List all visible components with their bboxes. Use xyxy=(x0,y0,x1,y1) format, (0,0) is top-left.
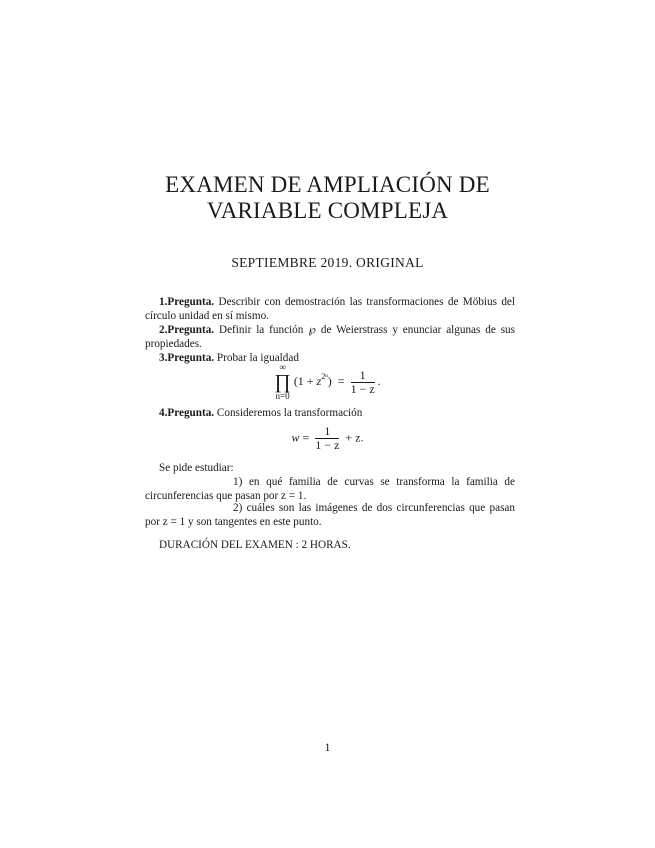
exam-title-line-1: EXAMEN DE AMPLIACIÓN DE xyxy=(165,172,490,197)
question-2 xyxy=(145,323,515,351)
question-4-prompt: Se pide estudiar: xyxy=(159,462,234,474)
factor-open: (1 + xyxy=(293,373,317,388)
product-operator xyxy=(274,363,290,401)
product-upper-limit: ∞ xyxy=(279,362,286,372)
product-symbol: ∏ xyxy=(274,371,291,393)
question-2-text: Definir la función ℘ de Weierstrass y enunciar algunas de sus propiedades. xyxy=(145,324,516,350)
equals-sign: = xyxy=(337,373,345,388)
question-4-equation xyxy=(0,425,655,452)
question-2-label: 2.Pregunta. xyxy=(159,324,215,336)
fraction-numerator: 1 xyxy=(315,425,339,439)
question-1 xyxy=(145,295,515,323)
question-4-label: 4.Pregunta. xyxy=(159,407,215,419)
question-4-text: Consideremos la transformación xyxy=(216,407,363,419)
question-3-equation xyxy=(0,363,655,401)
exam-duration: DURACIÓN DEL EXAMEN : 2 HORAS. xyxy=(159,539,351,551)
question-4-item-1: 1) en qué familia de curvas se transforma la familia de circunferencias que pasan por z = 1. xyxy=(145,476,515,502)
question-3-label: 3.Pregunta. xyxy=(159,352,215,364)
exam-subtitle: SEPTIEMBRE 2019. ORIGINAL xyxy=(231,255,424,270)
factor-close: ) xyxy=(327,373,332,388)
question-4-item-2: 2) cuáles son las imágenes de dos circunferencias que pasan por z = 1 y son tangentes en este punto. xyxy=(145,502,515,528)
factor-variable: z xyxy=(316,373,322,388)
exam-title-line-2: VARIABLE COMPLEJA xyxy=(206,198,449,223)
product-lower-limit: n=0 xyxy=(275,391,290,401)
rhs-numerator: 1 xyxy=(351,369,375,383)
question-1-label: 1.Pregunta. xyxy=(159,296,215,308)
page-number: 1 xyxy=(324,740,331,754)
question-1-text: Describir con demostración las transformaciones de Möbius del círculo unidad en sí mismo. xyxy=(145,296,516,322)
rhs-denominator: 1 − z xyxy=(350,381,375,396)
rhs-fraction xyxy=(351,369,375,396)
question-3-text: Probar la igualdad xyxy=(216,352,299,364)
equation-fraction xyxy=(315,425,339,452)
question-4 xyxy=(145,406,515,420)
fraction-denominator: 1 − z xyxy=(315,438,340,452)
equals-sign: = xyxy=(302,430,310,445)
equation-lhs: w xyxy=(291,430,300,445)
factor-exponent: 2ⁿ xyxy=(321,371,328,381)
equation-plus-term: + z. xyxy=(345,430,364,445)
rhs-period: . xyxy=(377,373,381,388)
